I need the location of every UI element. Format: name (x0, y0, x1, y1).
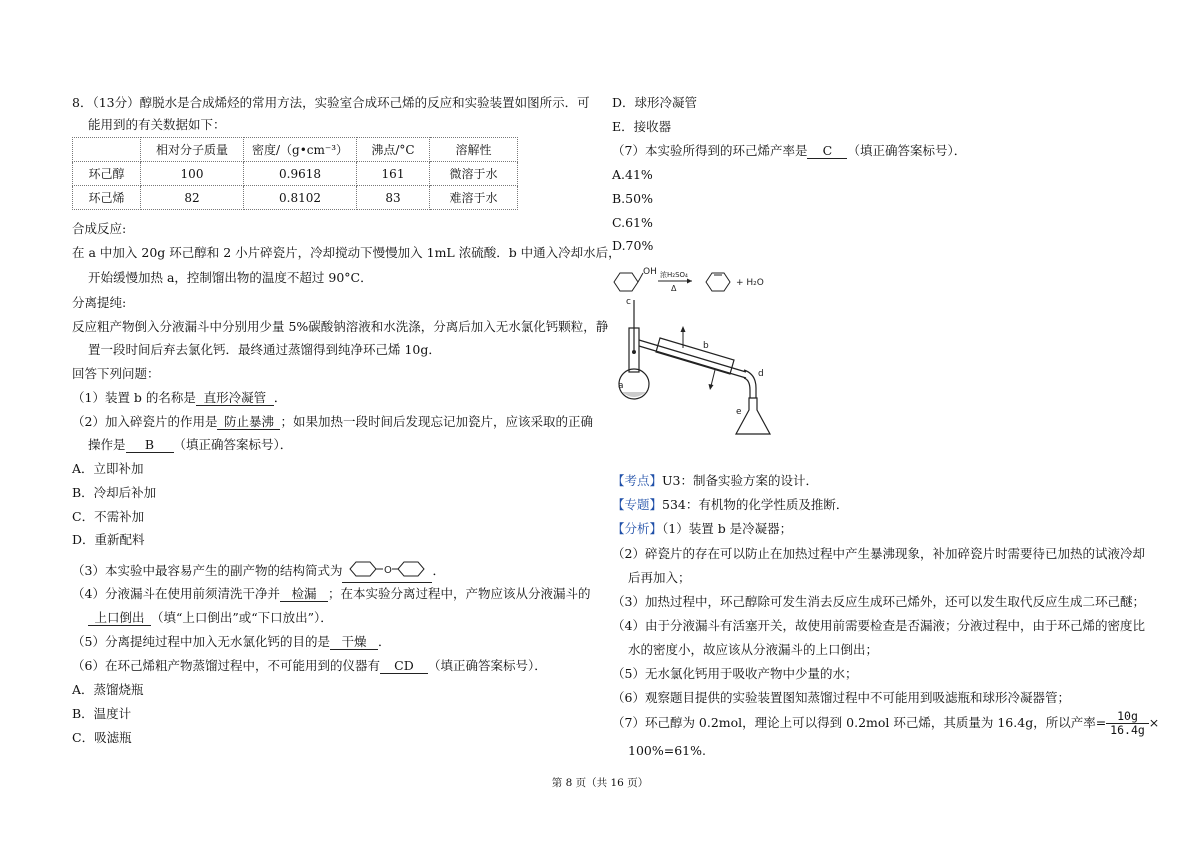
q6-post: （填正确答案标号）． (427, 658, 547, 673)
q7-option-a: A.41% (612, 167, 653, 182)
analysis-p4-line1: （4）由于分液漏斗有活塞开关，故使用前需要检查是否漏液；分液过程中，由于环己烯的密度比 (612, 618, 1145, 633)
q4-answer: 检漏 (280, 587, 328, 602)
fenxi-line (612, 521, 792, 537)
question-stem-line2: 能用到的有关数据如下： (88, 117, 226, 132)
zhuanti-line (612, 497, 848, 513)
q1-text: （1）装置 b 的名称是 (72, 390, 196, 405)
table-cell: 微溶于水 (430, 162, 518, 186)
yield-fraction (1106, 710, 1149, 737)
properties-table (72, 137, 518, 210)
synthesis-title: 合成反应: (72, 221, 127, 236)
synthesis-line1: 在 a 中加入 20g 环己醇和 2 小片碎瓷片，冷却搅动下慢慢加入 1mL 浓硫酸．b 中通入冷却水后， (72, 245, 621, 260)
q6-option-c: C．吸滤瓶 (72, 730, 132, 745)
table-cell: 环己醇 (73, 162, 141, 186)
analysis-p6: （6）观察题目提供的实验装置图知蒸馏过程中不可能用到吸滤瓶和球形冷凝器管； (612, 690, 1070, 705)
zhuanti-tag: 【专题】 (612, 497, 663, 512)
q4 (72, 586, 590, 602)
q5-answer: 干燥 (330, 635, 378, 650)
fenxi-text: （1）装置 b 是冷凝器； (662, 521, 793, 536)
table-cell: 82 (141, 186, 244, 210)
q2-option-b: B．冷却后补加 (72, 485, 157, 500)
table-cell: 难溶于水 (430, 186, 518, 210)
table-row (73, 186, 518, 210)
q7-option-c: C.61% (612, 215, 653, 230)
q3-answer-structure (342, 560, 432, 583)
cyclohexene-ring-icon (706, 273, 730, 291)
table-cell: 0.8102 (244, 186, 357, 210)
analysis-p7 (612, 710, 1159, 737)
table-cell: 100 (141, 162, 244, 186)
table-header-row (73, 138, 518, 162)
analysis-p5: （5）无水氯化钙用于吸收产物中少量的水； (612, 666, 858, 681)
condenser-inner-tube (639, 340, 746, 372)
answer-intro: 回答下列问题： (72, 366, 160, 381)
q6-option-d: D．球形冷凝管 (612, 95, 698, 110)
fraction-numerator: 10g (1106, 710, 1149, 724)
q5 (72, 634, 390, 650)
q3-text: （3）本实验中最容易产生的副产物的结构简式为 (72, 563, 343, 578)
condenser-b (656, 338, 734, 374)
reagent-label: 浓H₂SO₄ (660, 271, 688, 279)
q6-answer: CD (380, 659, 428, 674)
q4-text: （4）分液漏斗在使用前须清洗干净并 (72, 586, 280, 601)
q4-answer2: 上口倒出 (88, 611, 151, 626)
kaodian-text: U3：制备实验方案的设计． (662, 473, 819, 488)
q5-post: ． (377, 634, 391, 649)
q7-option-d: D.70% (612, 238, 654, 253)
analysis-p3: （3）加热过程中，环己醇除可发生消去反应生成环己烯外，还可以发生取代反应生成二环己醚； (612, 594, 1145, 609)
q2-option-c: C．不需补加 (72, 509, 145, 524)
kaodian-line (612, 473, 818, 489)
q1-post: ． (273, 390, 287, 405)
analysis-p7-line2: 100%=61%. (628, 743, 706, 758)
q3 (72, 560, 445, 583)
table-header-cell: 溶解性 (430, 138, 518, 162)
heat-label: Δ (671, 284, 677, 293)
separation-line2: 置一段时间后弃去氯化钙．最终通过蒸馏得到纯净环己烯 10g． (88, 342, 441, 357)
cyclohexanol-ring-icon (614, 273, 638, 291)
q2-line2-text: 操作是 (88, 437, 126, 452)
label-b: b (703, 341, 709, 351)
table-cell: 161 (357, 162, 430, 186)
water-label: + H₂O (736, 278, 764, 288)
table-cell: 环己烯 (73, 186, 141, 210)
q2 (72, 414, 593, 430)
label-c: c (626, 297, 631, 307)
q7-answer: C (807, 144, 847, 159)
apparatus-figure (608, 258, 793, 444)
kaodian-tag: 【考点】 (612, 473, 663, 488)
q4-post: （填“上口倒出”或“下口放出”）． (151, 610, 333, 625)
table-header-cell: 沸点/°C (357, 138, 430, 162)
table-header-cell: 密度/（g•cm⁻³） (244, 138, 357, 162)
label-d: d (758, 369, 764, 379)
q5-text: （5）分离提纯过程中加入无水氯化钙的目的是 (72, 634, 330, 649)
q2-mid: ；如果加热一段时间后发现忘记加瓷片，应该采取的正确 (280, 414, 593, 429)
q6-option-e: E．接收器 (612, 119, 672, 134)
q1 (72, 390, 286, 406)
table-row (73, 162, 518, 186)
q7-option-b: B.50% (612, 191, 653, 206)
label-a: a (618, 381, 624, 391)
table-cell: 83 (357, 186, 430, 210)
zhuanti-text: 534：有机物的化学性质及推断． (662, 497, 849, 512)
q2-option-a: A．立即补加 (72, 461, 144, 476)
fraction-denominator: 16.4g (1110, 723, 1145, 737)
table-header-cell (73, 138, 141, 162)
fenxi-tag: 【分析】 (612, 521, 663, 536)
analysis-p2-line1: （2）碎瓷片的存在可以防止在加热过程中产生暴沸现象，补加碎瓷片时需要待已加热的试液冷却 (612, 546, 1145, 561)
q2-answer: 防止暴沸 (217, 415, 280, 430)
q6-text: （6）在环己烯粗产物蒸馏过程中，不可能用到的仪器有 (72, 658, 380, 673)
table-header-cell: 相对分子质量 (141, 138, 244, 162)
label-e: e (736, 407, 742, 417)
synthesis-line2: 开始缓慢加热 a，控制馏出物的温度不超过 90°C． (88, 270, 373, 285)
q4-mid: ；在本实验分离过程中，产物应该从分液漏斗的 (327, 586, 591, 601)
q3-post: ． (432, 563, 445, 578)
analysis-p7-text: （7）环己醇为 0.2mol，理论上可以得到 0.2mol 环己烯，其质量为 16.4g，所以产率= (612, 715, 1107, 730)
separation-line1: 反应粗产物倒入分液漏斗中分别用少量 5%碳酸钠溶液和水洗涤，分离后加入无水氯化钙颗粒，静 (72, 319, 609, 334)
page-footer: 第 8 页（共 16 页） (551, 777, 649, 789)
q7-text: （7）本实验所得到的环己烯产率是 (612, 143, 808, 158)
q6-option-b: B．温度计 (72, 706, 132, 721)
oh-label: OH (643, 267, 657, 277)
table-cell: 0.9618 (244, 162, 357, 186)
q2-line2 (88, 437, 292, 453)
q7 (612, 143, 966, 159)
q7-post: （填正确答案标号）． (847, 143, 967, 158)
q6-option-a: A．蒸馏烧瓶 (72, 682, 144, 697)
q2-answer2: B (126, 438, 174, 453)
analysis-p4-line2: 水的密度小，故应该从分液漏斗的上口倒出； (628, 642, 879, 657)
svg-text:O: O (384, 565, 393, 576)
dicyclohexyl-ether-icon (342, 560, 432, 578)
q2-line2-post: （填正确答案标号）． (173, 437, 293, 452)
q1-answer: 直形冷凝管 (196, 391, 274, 406)
q4-line2 (88, 610, 333, 626)
times-sign: × (1148, 715, 1160, 730)
q6 (72, 658, 547, 674)
separation-title: 分离提纯: (72, 295, 127, 310)
analysis-p2-line2: 后再加入； (628, 570, 691, 585)
q2-text: （2）加入碎瓷片的作用是 (72, 414, 218, 429)
question-stem-line1: 8．（13分）醇脱水是合成烯烃的常用方法，实验室合成环己烯的反应和实验装置如图所示．可 (72, 95, 590, 110)
q2-option-d: D．重新配料 (72, 532, 145, 547)
